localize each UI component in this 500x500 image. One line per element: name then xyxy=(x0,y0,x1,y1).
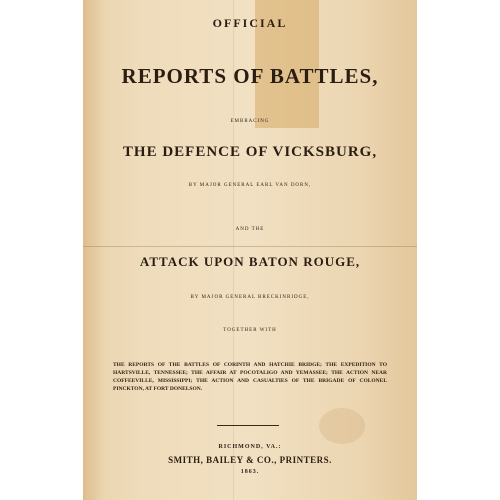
imprint-city: RICHMOND, VA.: xyxy=(218,444,282,450)
document-page xyxy=(83,0,417,500)
contents-paragraph: THE REPORTS OF THE BATTLES OF CORINTH AND HATCHIE BRIDGE; THE EXPEDITION TO HARTSVILLE, TENNESSEE; THE AFFAIR AT POCOTALIGO AND YEMASSEE; THE ACTION NEAR COFFEEVILLE, MISSISSIPPI; THE ACTION AND CASUALTIES OF THE BRIGADE OF COLONEL PINCKTON, AT FORT DONELSON. xyxy=(113,362,387,392)
main-title: REPORTS OF BATTLES, xyxy=(121,64,379,88)
defence-title: THE DEFENCE OF VICKSBURG, xyxy=(122,144,378,160)
together-with-line: TOGETHER WITH xyxy=(223,328,277,333)
horizontal-fold-line xyxy=(83,246,417,247)
paper-blot xyxy=(319,408,365,444)
van-dorn-byline: BY MAJOR GENERAL EARL VAN DORN, xyxy=(188,183,312,188)
and-the-line: AND THE xyxy=(235,227,265,232)
breckinridge-byline: BY MAJOR GENERAL BRECKINRIDGE, xyxy=(190,295,310,300)
imprint-year: 1863. xyxy=(240,469,260,475)
attack-title: ATTACK UPON BATON ROUGE, xyxy=(139,254,361,269)
imprint-printers: SMITH, BAILEY & CO., PRINTERS. xyxy=(168,455,332,465)
embracing-line: EMBRACING xyxy=(230,119,270,124)
divider-rule xyxy=(217,425,279,426)
official-heading: OFFICIAL xyxy=(212,16,288,30)
